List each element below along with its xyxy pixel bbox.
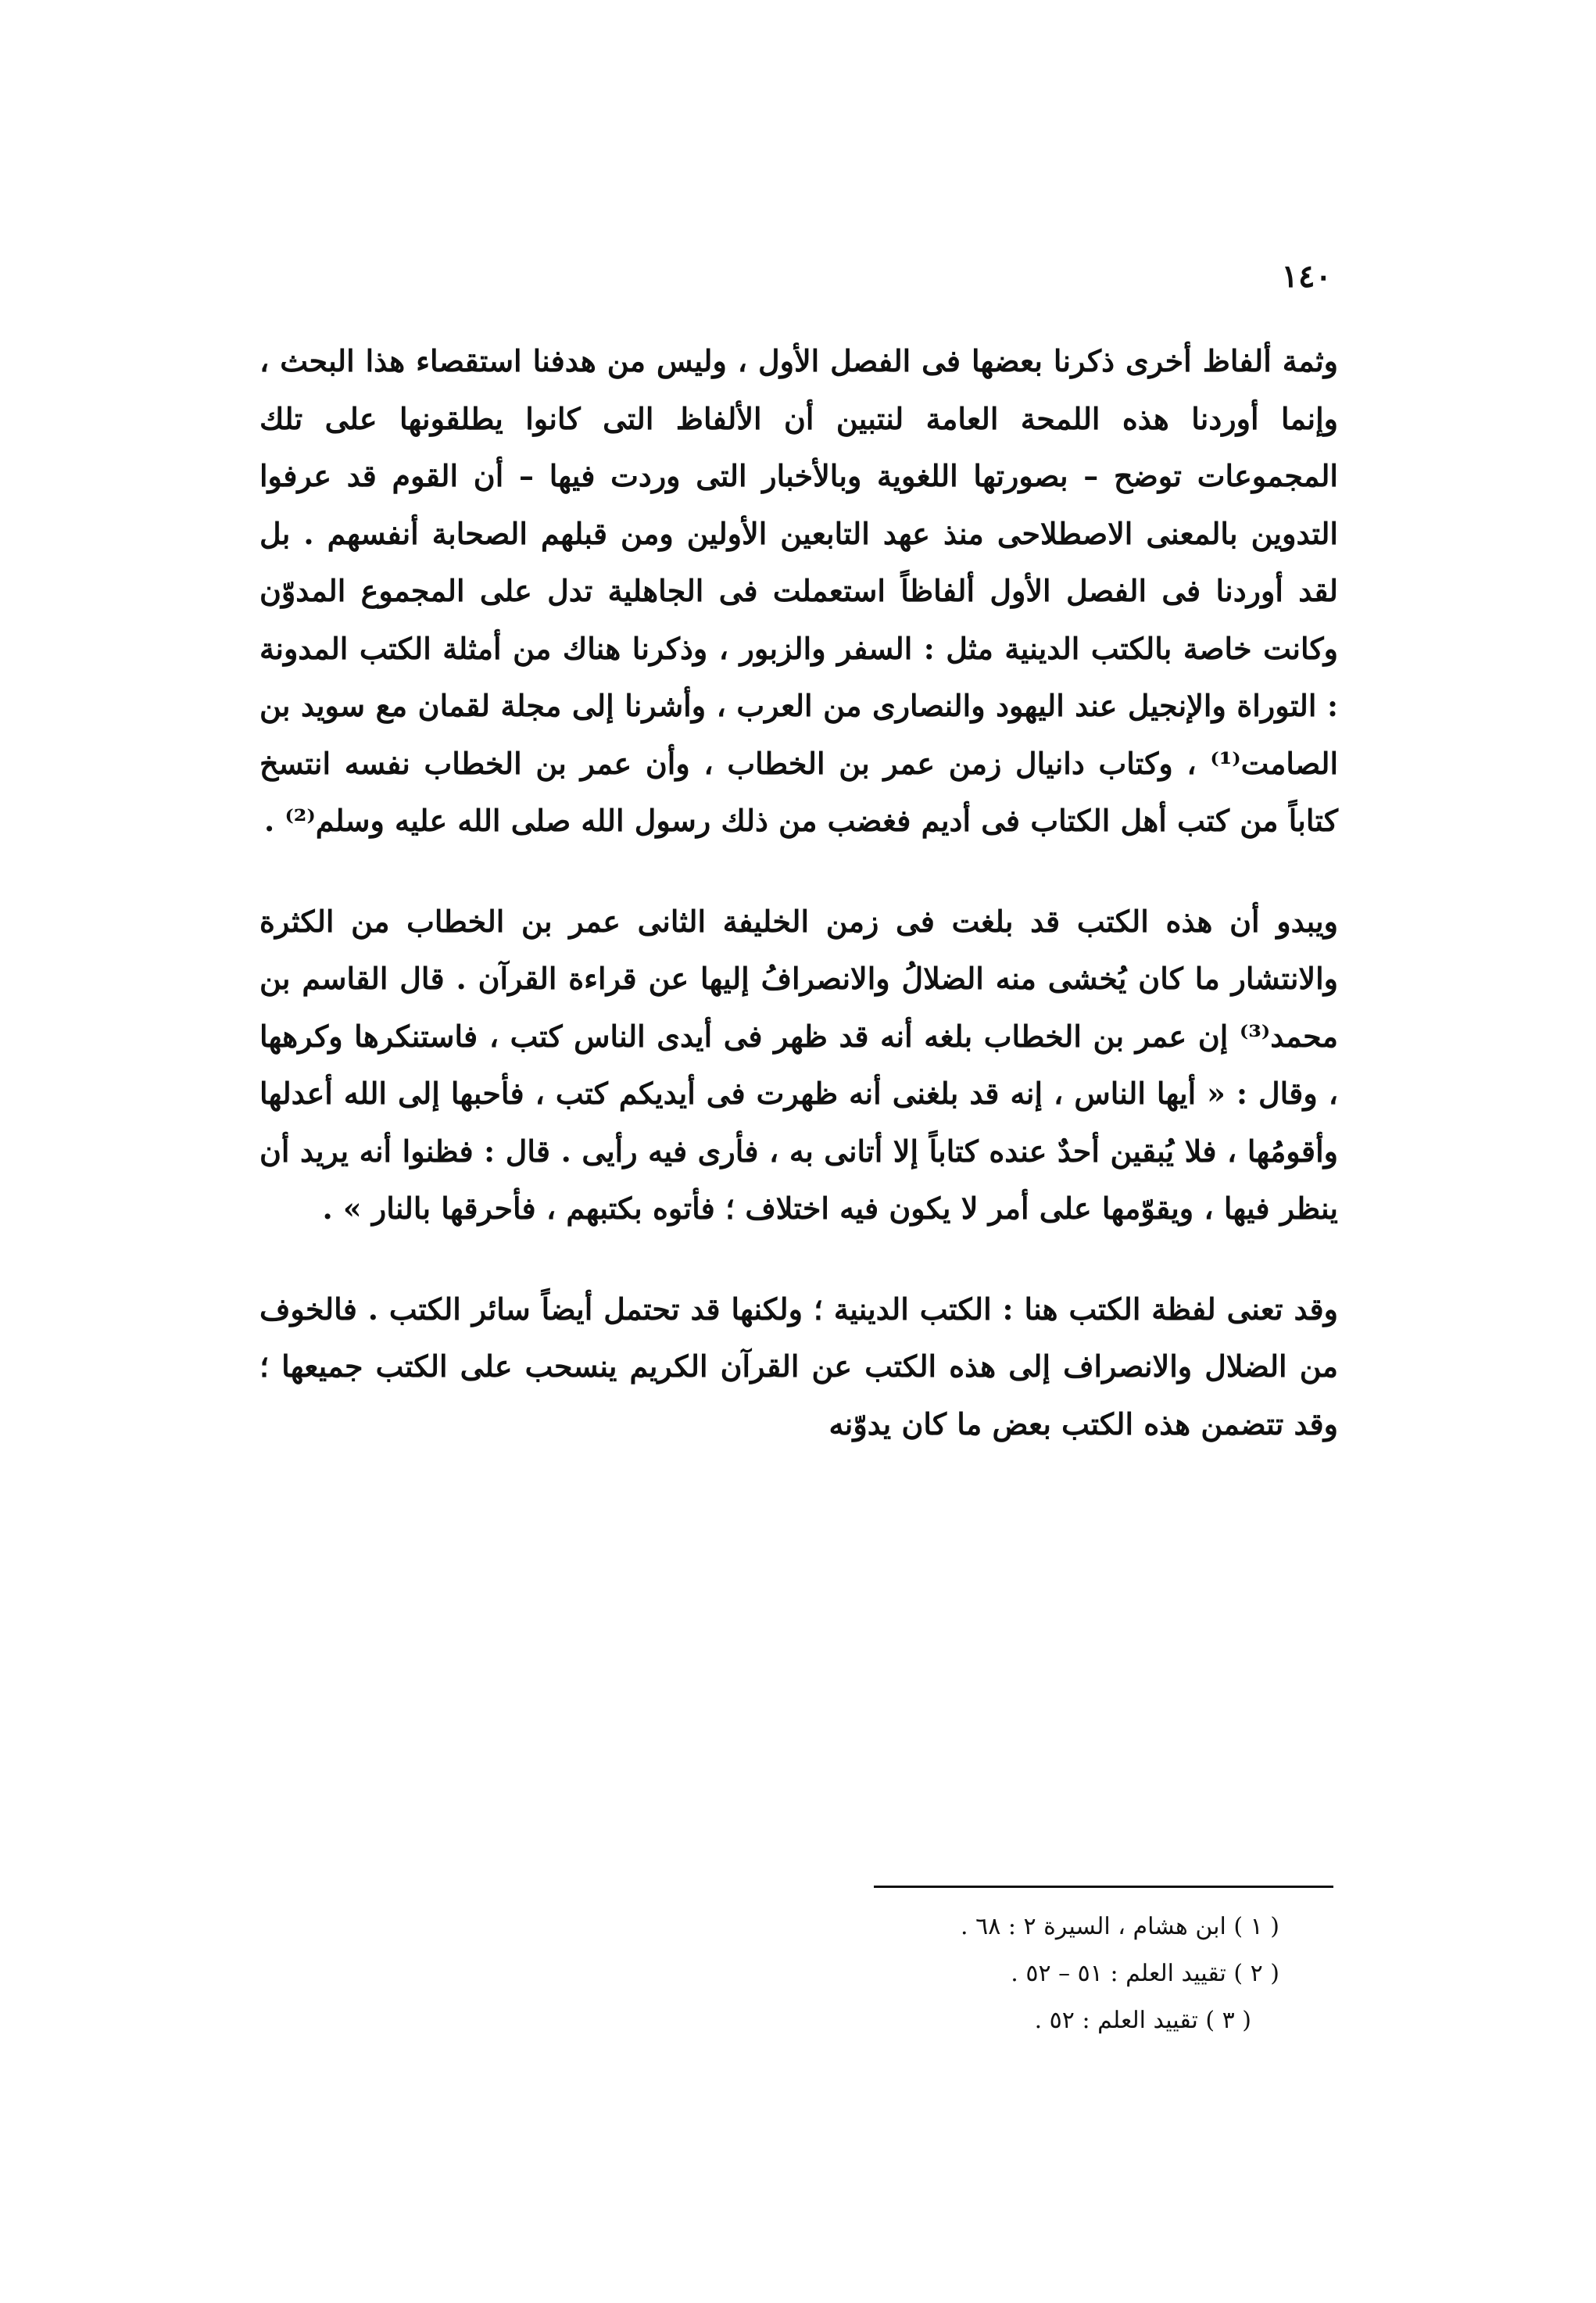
footnote-divider [874, 1886, 1333, 1888]
paragraph-1: وثمة ألفاظ أخرى ذكرنا بعضها فى الفصل الأول ، وليس من هدفنا استقصاء هذا البحث ، وإنما أوردنا هذه اللمحة العامة لنتبين أن الألفاظ التى كانوا يطلقونها على تلك المجموعات توضح – بصورتها اللغوية وبالأخبار التى وردت فيها – أن القوم قد عرفوا التدوين بالمعنى الاصطلاحى منذ عهد التابعين الأولين ومن قبلهم الصحابة أنفسهم . بل لقد أوردنا فى الفصل الأول ألفاظاً استعملت فى الجاهلية تدل على المجموع المدوّن وكانت خاصة بالكتب الدينية مثل : السفر والزبور ، وذكرنا هناك من أمثلة الكتب المدونة : التوراة والإنجيل عند اليهود والنصارى من العرب ، وأشرنا إلى مجلة لقمان مع سويد بن الصامت⁽¹⁾ ، وكتاب دانيال زمن عمر بن الخطاب ، وأن عمر بن الخطاب نفسه انتسخ كتاباً من كتب أهل الكتاب فى أديم فغضب من ذلك رسول الله صلى الله عليه وسلم⁽²⁾ . [259, 343, 1338, 838]
paragraph-2: ويبدو أن هذه الكتب قد بلغت فى زمن الخليفة الثانى عمر بن الخطاب من الكثرة والانتشار ما كان يُخشى منه الضلالُ والانصرافُ إليها عن قراءة القرآن . قال القاسم بن محمد⁽³⁾ إن عمر بن الخطاب بلغه أنه قد ظهر فى أيدى الناس كتب ، فاستنكرها وكرهها ، وقال : « أيها الناس ، إنه قد بلغنى أنه ظهرت فى أيديكم كتب ، فأحبها إلى الله أعدلها وأقومُها ، فلا يُبقين أحدٌ عنده كتاباً إلا أتانى به ، فأرى فيه رأيى . قال : فظنوا أنه يريد أن ينظر فيها ، ويقوّمها على أمر لا يكون فيه اختلاف ؛ فأتوه بكتبهم ، فأحرقها بالنار » . [259, 903, 1338, 1226]
footnotes [732, 1904, 1279, 2044]
body-text [259, 332, 1338, 1452]
footnote-3: ( ٣ ) تقييد العلم : ٥٢ . [1034, 2007, 1251, 2034]
page-number: ١٤٠ [1281, 258, 1332, 295]
footnote-2: ( ٢ ) تقييد العلم : ٥١ – ٥٢ . [1011, 1960, 1279, 1987]
footnote-1: ( ١ ) ابن هشام ، السيرة ٢ : ٦٨ . [961, 1913, 1279, 1940]
paragraph-3: وقد تعنى لفظة الكتب هنا : الكتب الدينية ؛ ولكنها قد تحتمل أيضاً سائر الكتب . فالخوف من الضلال والانصراف إلى هذه الكتب عن القرآن الكريم ينسحب على الكتب جميعها ؛ وقد تتضمن هذه الكتب بعض ما كان يدوّنه [259, 1291, 1338, 1442]
